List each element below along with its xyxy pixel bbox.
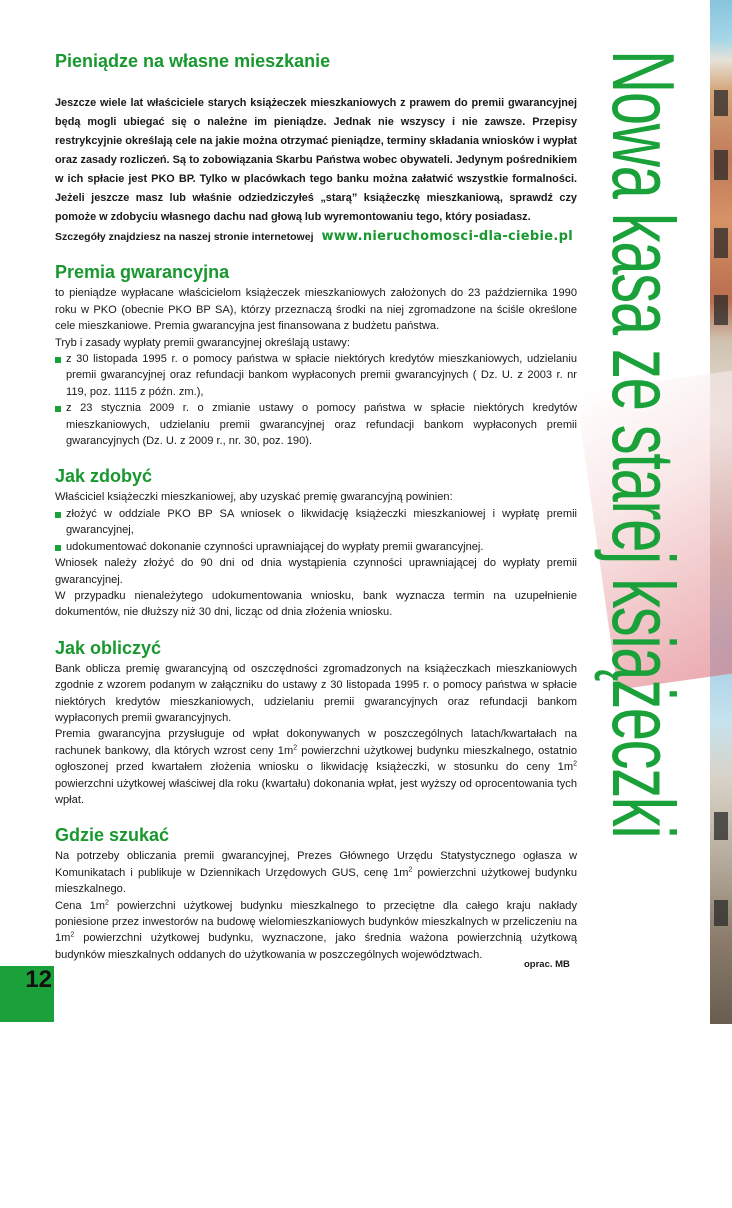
window-shape — [714, 900, 728, 926]
premia-p2: Tryb i zasady wypłaty premii gwarancyjnej określają ustawy: — [55, 336, 350, 349]
szukac-p2: Cena $1m^2$ powierzchni użytkowej budynku mieszkalnego to przeciętne dla całego kraju nakłady poniesione przez inwestorów na budowę wielomieszkaniowych budynków mieszkalnych w przeliczeniu na $1m^2$ powierzchni użytkowej budynku, wyznaczone, jako średnia ważona powierzchnią użytkową budynków mieszkalnych oddanych do użytkowania w poszczególnych województwach. — [55, 898, 577, 961]
vertical-title: Nowa kasa ze starej książeczki — [594, 50, 693, 838]
website-link[interactable]: www.nieruchomosci-dla-ciebie.pl — [321, 229, 573, 244]
window-shape — [714, 150, 728, 180]
article-body — [55, 48, 577, 977]
zdobyc-list — [55, 506, 577, 555]
byline: oprac. MB — [524, 959, 570, 970]
list-item: z 30 listopada 1995 r. o pomocy państwa w spłacie niektórych kredytów mieszkaniowych, udzielaniu premii gwarancyjnej oraz refundacji bankom wypłaconych premii gwarancyjnych ( Dz. U. z 2003 r. nr 119, poz. 1115 z późn. zm.), — [55, 351, 577, 400]
section-jak-obliczyc — [55, 635, 577, 809]
szukac-p1: Na potrzeby obliczania premii gwarancyjnej, Prezes Głównego Urzędu Statystycznego ogłasza w Komunikatach i publikuje w Dziennikach Urzędowych GUS, cenę $1m^2$ powierzchni użytkowej budynku mieszkalnego. — [55, 850, 577, 896]
list-item: z 23 stycznia 2009 r. o zmianie ustawy o pomocy państwa w spłacie niektórych kredytów mieszkaniowych, udzielaniu premii gwarancyjnej oraz refundacji bankom wypłaconych premii gwarancyjnych (Dz. U. z 2009 r., nr. 30, poz. 190). — [55, 400, 577, 449]
page-number-box — [0, 966, 54, 1022]
page-number: 12 — [25, 966, 52, 993]
details-label: Szczegóły znajdziesz na naszej stronie internetowej — [55, 231, 314, 243]
details-line — [55, 229, 577, 245]
window-shape — [714, 812, 728, 840]
window-shape — [714, 228, 728, 258]
heading-jak-zdobyc: Jak zdobyć — [55, 466, 153, 487]
obliczyc-p2: Premia gwarancyjna przysługuje od wpłat dokonywanych w poszczególnych latach/kwartałach na rachunek bankowy, dla których wzrost ceny $1m^2$ powierzchni użytkowej budynku mieszkalnego, ostatnio ogłoszonej przed kwartałem złożenia wniosku o likwidację książeczki, w stosunku do ceny $1m^2$ powierzchni użytkowej właściwej dla roku (kwartału) dokonania wpłat, jest wyższy od oprocentowania tych wpłat. — [55, 728, 577, 806]
obliczyc-p1: Bank oblicza premię gwarancyjną od oszczędności zgromadzonych na książeczkach mieszkaniowych zgodnie z wzorem podanym w załączniku do ustawy z 30 listopada 1995 r. o pomocy państwa w spłacie niektórych kredytów mieszkaniowych, udzielaniu premii gwarancyjnych oraz refundacji bankom wypłaconych premii gwarancyjnych. — [55, 662, 577, 724]
list-item: złożyć w oddziale PKO BP SA wniosek o likwidację książeczki mieszkaniowej i wypłatę premii gwarancyjnej, — [55, 506, 577, 539]
section-gdzie-szukac — [55, 822, 577, 963]
section-intro — [55, 48, 577, 245]
zdobyc-p2: Wniosek należy złożyć do 90 dni od dnia wystąpienia czynności uprawniającej do wypłaty premii gwarancyjnej. — [55, 557, 577, 586]
premia-list — [55, 351, 577, 449]
zdobyc-p3: W przypadku nienależytego udokumentowania wniosku, bank wyznacza termin na uzupełnienie dokumentów, nie dłuższy niż 30 dni, licząc od dnia złożenia wniosku. — [55, 589, 577, 619]
section-premia — [55, 259, 577, 449]
premia-p1: to pieniądze wypłacane właścicielom książeczek mieszkaniowych założonych do 23 października 1990 roku w PKO (obecnie PKO BP SA), którzy przeznaczą środki na niej zgromadzone na ściśle określone cele mieszkaniowe. Premia gwarancyjna jest finansowana z budżetu państwa. — [55, 287, 577, 333]
intro-text: Jeszcze wiele lat właściciele starych książeczek mieszkaniowych z prawem do premii gwarancyjnej będą mogli ubiegać się o należne im pieniądze. Jednak nie wszyscy i nie zawsze. Przepisy restrykcyjnie określają cele na jakie można otrzymać pieniądze, terminy składania wniosków i wypłat oraz zasady rozliczeń. Są to zobowiązania Skarbu Państwa wobec obywateli. Jedynym pośrednikiem w ich spłacie jest PKO BP. Tylko w placówkach tego banku można załatwić wszystkie formalności. Jeżeli jeszcze masz lub właśnie odziedziczyłeś „starą” książeczkę mieszkaniową, sprawdź czy pomoże w zdobyciu własnego dachu nad głową lub wyremontowaniu tego, który posiadasz. — [55, 97, 577, 223]
list-item: udokumentować dokonanie czynności uprawniającej do wypłaty premii gwarancyjnej. — [55, 539, 577, 555]
zdobyc-p1: Właściciel książeczki mieszkaniowej, aby uzyskać premię gwarancyjną powinien: — [55, 491, 453, 504]
window-shape — [714, 90, 728, 116]
heading-premia: Premia gwarancyjna — [55, 262, 230, 283]
heading-gdzie-szukac: Gdzie szukać — [55, 825, 170, 846]
heading-intro: Pieniądze na własne mieszkanie — [55, 51, 331, 71]
window-shape — [714, 295, 728, 325]
section-jak-zdobyc — [55, 463, 577, 620]
heading-jak-obliczyc: Jak obliczyć — [55, 637, 162, 658]
